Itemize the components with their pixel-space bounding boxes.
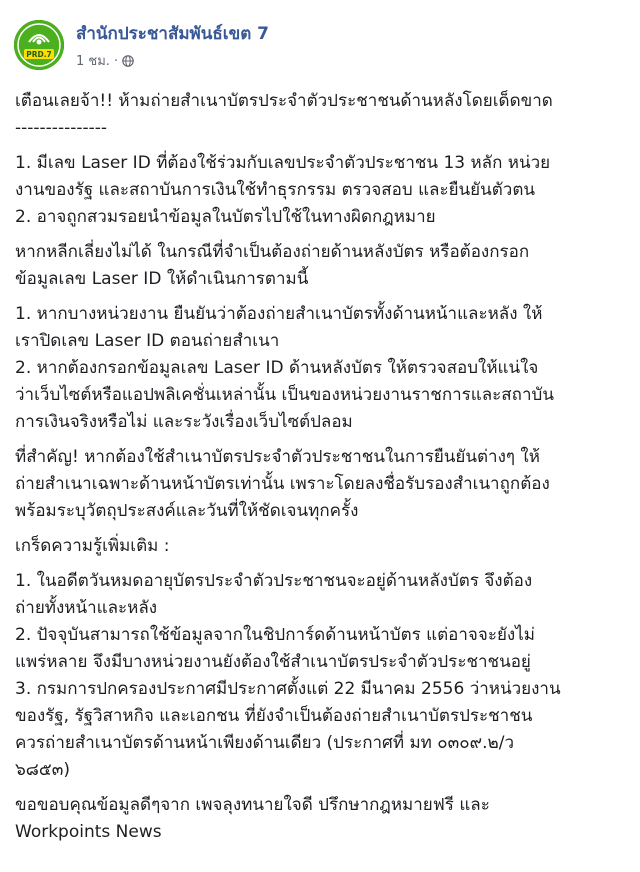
tip-line: ของรัฐ, รัฐวิสาหกิจ และเอกชน ที่ยังจำเป็นต้องถ่ายสำเนาบัตรประชาชน <box>15 706 533 726</box>
tip-line: ควรถ่ายสำเนาบัตรด้านหน้าเพียงด้านเดียว (ประกาศที่ มท ๐๓๐๙.๒/ว <box>15 733 514 753</box>
meta-separator: · <box>113 54 119 69</box>
credits-line: ขอขอบคุณข้อมูลดีๆจาก เพจลุงทนายใจดี ปรึกษากฎหมายฟรี และ <box>15 795 490 815</box>
step-line: 1. หากบางหน่วยงาน ยืนยันว่าต้องถ่ายสำเนาบัตรทั้งด้านหน้าและหลัง ให้ <box>15 304 543 324</box>
avatar-text: PRD.7 <box>26 50 52 59</box>
step-line: 2. หากต้องกรอกข้อมูลเลข Laser ID ด้านหลังบัตร ให้ตรวจสอบให้แน่ใจ <box>15 358 539 378</box>
prd7-logo-icon <box>14 20 64 70</box>
tip-line: แพร่หลาย จึงมีบางหน่วยงานยังต้องใช้สำเนาบัตรประจำตัวประชาชนอยู่ <box>15 652 531 672</box>
post-header <box>14 18 624 72</box>
post-headline: เตือนเลยจ้า!! ห้ามถ่ายสำเนาบัตรประจำตัวประชาชนด้านหลังโดยเด็ดขาด <box>15 91 553 111</box>
tips-title: เกร็ดความรู้เพิ่มเติม : <box>15 536 170 556</box>
tip-line: ๖๘๕๓) <box>15 760 71 780</box>
step-line: ว่าเว็บไซต์หรือแอปพลิเคชั่นเหล่านั้น เป็นของหน่วยงานราชการและสถาบัน <box>15 385 554 405</box>
important-line: ถ่ายสำเนาเฉพาะด้านหน้าบัตรเท่านั้น เพราะโดยลงชื่อรับรองสำเนาถูกต้อง <box>15 474 550 494</box>
credits-line: Workpoints News <box>15 822 162 842</box>
globe-icon <box>122 55 134 71</box>
tip-line: 1. ในอดีตวันหมดอายุบัตรประจำตัวประชาชนจะอยู่ด้านหลังบัตร จึงต้อง <box>15 571 533 591</box>
tip-line: ถ่ายทั้งหน้าและหลัง <box>15 598 158 618</box>
tip-line: 2. ปัจจุบันสามารถใช้ข้อมูลจากในชิปการ์ดด้านหน้าบัตร แต่อาจจะยังไม่ <box>15 625 535 645</box>
important-line: ที่สำคัญ! หากต้องใช้สำเนาบัตรประจำตัวประชาชนในการยืนยันต่างๆ ให้ <box>15 447 540 467</box>
post-divider: --------------- <box>15 118 108 138</box>
reason-line: 2. อาจถูกสวมรอยนำข้อมูลในบัตรไปใช้ในทางผิดกฎหมาย <box>15 207 436 227</box>
post-body <box>15 88 627 846</box>
step-line: เราปิดเลข Laser ID ตอนถ่ายสำเนา <box>15 331 280 351</box>
important-line: พร้อมระบุวัตถุประสงค์และวันที่ให้ชัดเจนทุกครั้ง <box>15 501 359 521</box>
intro-line: หากหลีกเลี่ยงไม่ได้ ในกรณีที่จำเป็นต้องถ่ายด้านหลังบัตร หรือต้องกรอก <box>15 242 530 262</box>
tip-line: 3. กรมการปกครองประกาศมีประกาศตั้งแต่ 22 มีนาคม 2556 ว่าหน่วยงาน <box>15 679 561 699</box>
page-name-link[interactable]: สำนักประชาสัมพันธ์เขต 7 <box>76 24 269 44</box>
reason-line: งานของรัฐ และสถาบันการเงินใช้ทำธุรกรรม ตรวจสอบ และยืนยันตัวตน <box>15 180 535 200</box>
step-line: การเงินจริงหรือไม่ และระวังเรื่องเว็บไซต์ปลอม <box>15 412 353 432</box>
post-timestamp[interactable]: 1 ชม. <box>76 54 110 69</box>
reason-line: 1. มีเลข Laser ID ที่ต้องใช้ร่วมกับเลขประจำตัวประชาชน 13 หลัก หน่วย <box>15 153 551 173</box>
intro-line: ข้อมูลเลข Laser ID ให้ดำเนินการตามนี้ <box>15 269 309 289</box>
post-meta <box>76 50 134 71</box>
page-avatar[interactable] <box>14 20 64 70</box>
